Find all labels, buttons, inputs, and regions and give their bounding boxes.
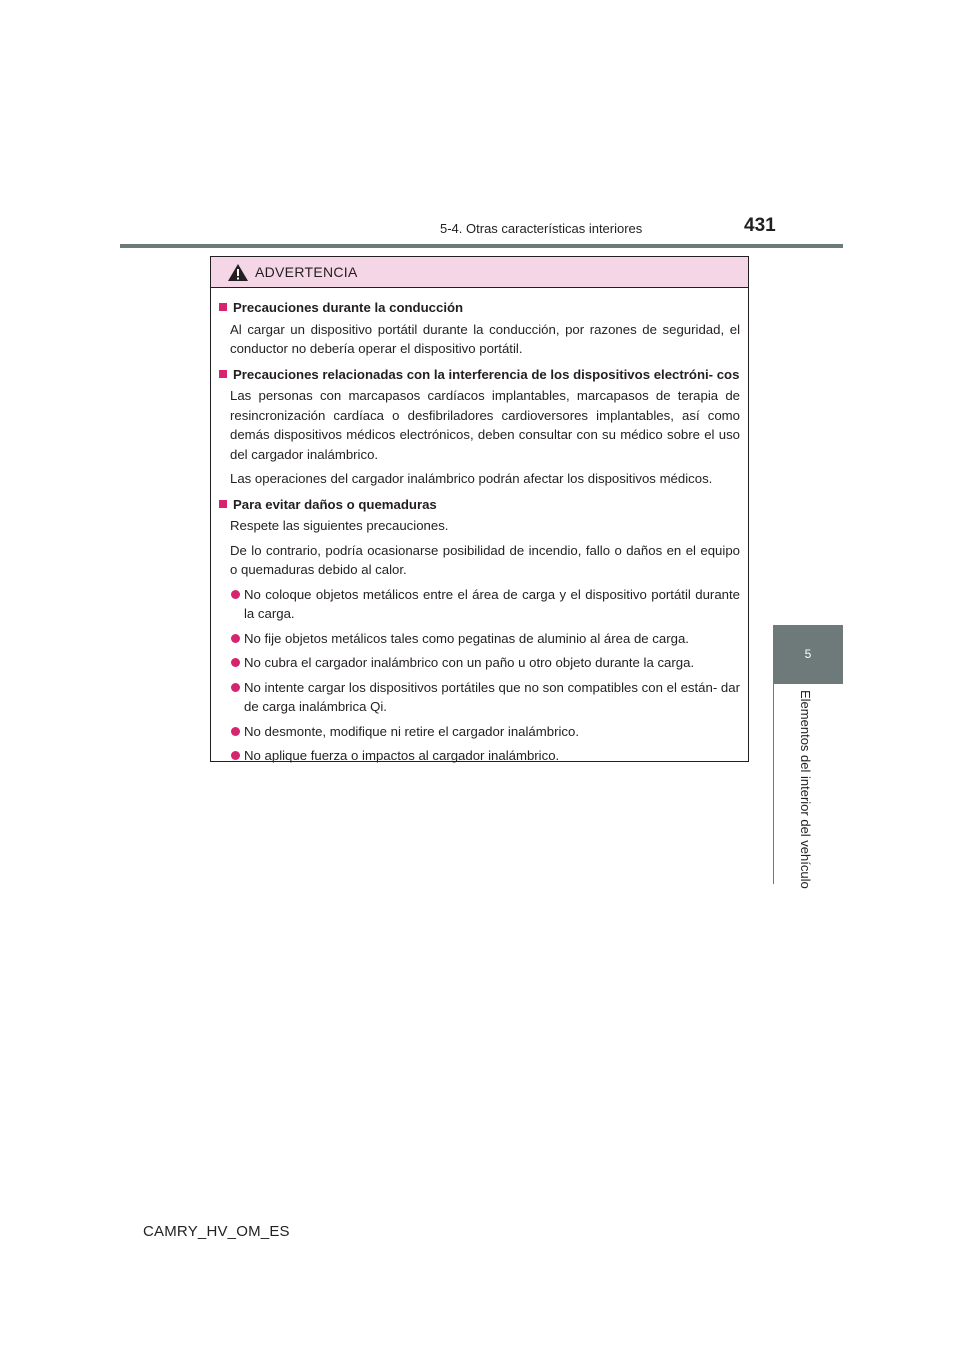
paragraph: De lo contrario, podría ocasionarse posibilidad de incendio, fallo o daños en el equipo o quemaduras debido al calor.: [230, 542, 740, 577]
paragraph: Al cargar un dispositivo portátil durante la conducción, por razones de seguridad, el conductor no debería operar el dispositivo portátil.: [230, 321, 740, 356]
chapter-tab: [773, 625, 843, 684]
warning-section: [219, 365, 740, 489]
round-bullet-icon: [231, 727, 240, 736]
chapter-tab-rule: [773, 684, 774, 884]
list-item: No cubra el cargador inalámbrico con un paño u otro objeto durante la carga.: [219, 653, 740, 673]
manual-code: CAMRY_HV_OM_ES: [143, 1223, 290, 1240]
round-bullet-icon: [231, 683, 240, 692]
warning-header: [211, 257, 748, 288]
list-item: No aplique fuerza o impactos al cargador inalámbrico.: [219, 746, 740, 766]
section-title: 5-4. Otras características interiores: [440, 221, 643, 236]
round-bullet-icon: [231, 590, 240, 599]
list-item: No intente cargar los dispositivos portátiles que no son compatibles con el están- dar de carga inalámbrica Qi.: [219, 678, 740, 717]
paragraph: Las operaciones del cargador inalámbrico podrán afectar los dispositivos médicos.: [230, 471, 713, 486]
list-item: No coloque objetos metálicos entre el área de carga y el dispositivo portátil durante la carga.: [219, 585, 740, 624]
warning-body: [211, 288, 748, 766]
list-item: No fije objetos metálicos tales como pegatinas de aluminio al área de carga.: [219, 629, 740, 649]
section-heading: Precauciones durante la conducción: [219, 298, 740, 318]
page-number: 431: [744, 215, 776, 236]
header-rule: [120, 244, 843, 248]
list-item: No desmonte, modifique ni retire el cargador inalámbrico.: [219, 722, 740, 742]
paragraph: Respete las siguientes precauciones.: [230, 518, 449, 533]
square-bullet-icon: [219, 500, 227, 508]
chapter-label: Elementos del interior del vehículo: [798, 690, 813, 889]
warning-section: [219, 298, 740, 359]
round-bullet-icon: [231, 751, 240, 760]
square-bullet-icon: [219, 370, 227, 378]
warning-title: ADVERTENCIA: [255, 264, 358, 280]
chapter-number: 5: [804, 647, 812, 661]
section-heading: Para evitar daños o quemaduras: [219, 495, 740, 515]
round-bullet-icon: [231, 658, 240, 667]
section-heading: Precauciones relacionadas con la interferencia de los dispositivos electróni- cos: [219, 365, 740, 385]
warning-box: [210, 256, 749, 762]
paragraph: Las personas con marcapasos cardíacos implantables, marcapasos de terapia de resincronización cardíaca o desfibriladores cardioversores implantables, así como demás dispositivos médicos electrónicos, deben consultar con su médico sobre el uso del cargador inalámbrico.: [230, 388, 740, 462]
warning-triangle-icon: [227, 263, 249, 287]
warning-section: [219, 495, 740, 766]
round-bullet-icon: [231, 634, 240, 643]
square-bullet-icon: [219, 303, 227, 311]
